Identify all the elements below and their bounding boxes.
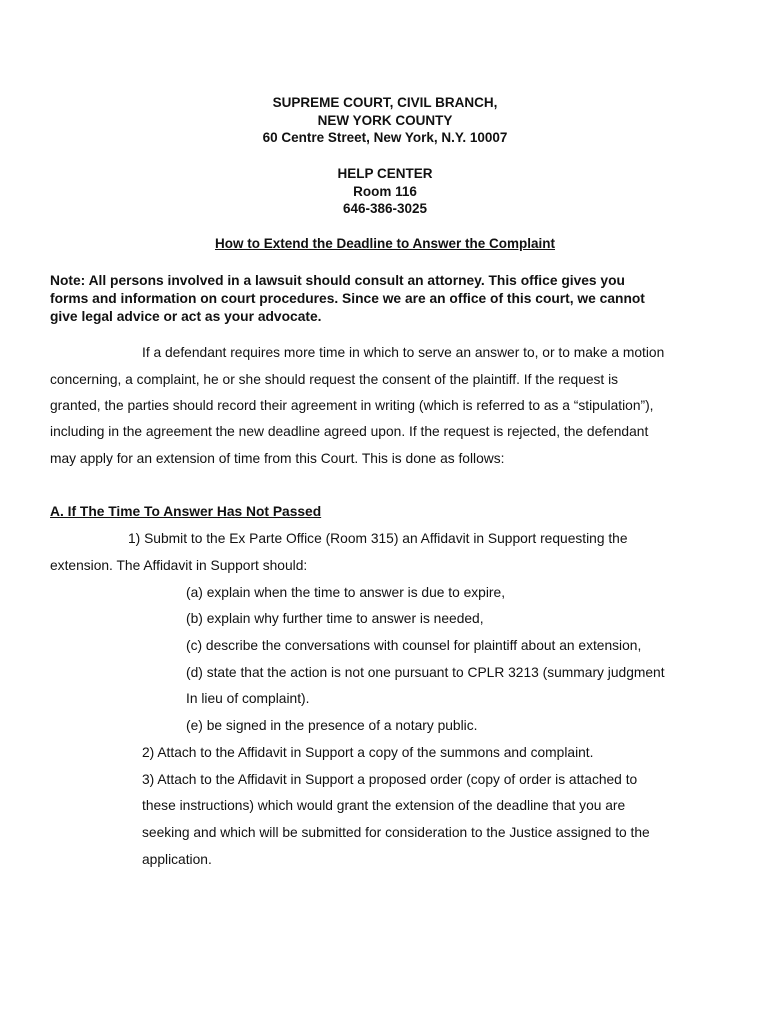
section-a-heading: A. If The Time To Answer Has Not Passed bbox=[50, 504, 322, 519]
list-item-c: (c) describe the conversations with counsel for plaintiff about an extension, bbox=[186, 638, 642, 653]
intro-line: concerning, a complaint, he or she should request the consent of the plaintiff. If the request is bbox=[50, 372, 619, 387]
list-item-e: (e) be signed in the presence of a notary public. bbox=[186, 718, 478, 733]
list-item-d: (d) state that the action is not one pursuant to CPLR 3213 (summary judgment bbox=[186, 665, 665, 680]
note-line: Note: All persons involved in a lawsuit should consult an attorney. This office gives you bbox=[50, 273, 625, 288]
help-center-room: Room 116 bbox=[353, 183, 417, 199]
help-center-name: HELP CENTER bbox=[337, 166, 433, 181]
step-3-line: application. bbox=[142, 852, 212, 867]
list-item-b: (b) explain why further time to answer is needed, bbox=[186, 611, 484, 626]
intro-line: If a defendant requires more time in which to serve an answer to, or to make a motion bbox=[142, 345, 665, 360]
intro-line: may apply for an extension of time from this Court. This is done as follows: bbox=[50, 451, 505, 466]
step-1-line: extension. The Affidavit in Support should: bbox=[50, 558, 308, 573]
list-item-a: (a) explain when the time to answer is due to expire, bbox=[186, 585, 506, 600]
court-header bbox=[0, 94, 770, 147]
help-center-block bbox=[0, 165, 770, 218]
court-address: 60 Centre Street, New York, N.Y. 10007 bbox=[262, 130, 508, 145]
document-title: How to Extend the Deadline to Answer the Complaint bbox=[214, 236, 556, 251]
list-item-d-continued: In lieu of complaint). bbox=[186, 691, 310, 706]
help-center-phone: 646-386-3025 bbox=[342, 201, 428, 216]
step-3-line: 3) Attach to the Affidavit in Support a proposed order (copy of order is attached to bbox=[142, 772, 638, 787]
county-name: NEW YORK COUNTY bbox=[317, 112, 453, 128]
step-1-line: 1) Submit to the Ex Parte Office (Room 315) an Affidavit in Support requesting the bbox=[128, 531, 628, 546]
step-3-line: these instructions) which would grant the extension of the deadline that you are bbox=[142, 798, 626, 813]
intro-line: including in the agreement the new deadline agreed upon. If the request is rejected, the defendant bbox=[50, 424, 649, 439]
note-line: forms and information on court procedures. Since we are an office of this court, we cannot bbox=[50, 291, 645, 306]
step-3-line: seeking and which will be submitted for consideration to the Justice assigned to the bbox=[142, 825, 650, 840]
note-line: give legal advice or act as your advocate. bbox=[50, 309, 322, 324]
court-name: SUPREME COURT, CIVIL BRANCH, bbox=[272, 95, 498, 110]
step-2-line: 2) Attach to the Affidavit in Support a copy of the summons and complaint. bbox=[142, 745, 594, 760]
intro-line: granted, the parties should record their agreement in writing (which is referred to as a “stipulation”), bbox=[50, 398, 654, 413]
legal-note bbox=[50, 272, 730, 326]
